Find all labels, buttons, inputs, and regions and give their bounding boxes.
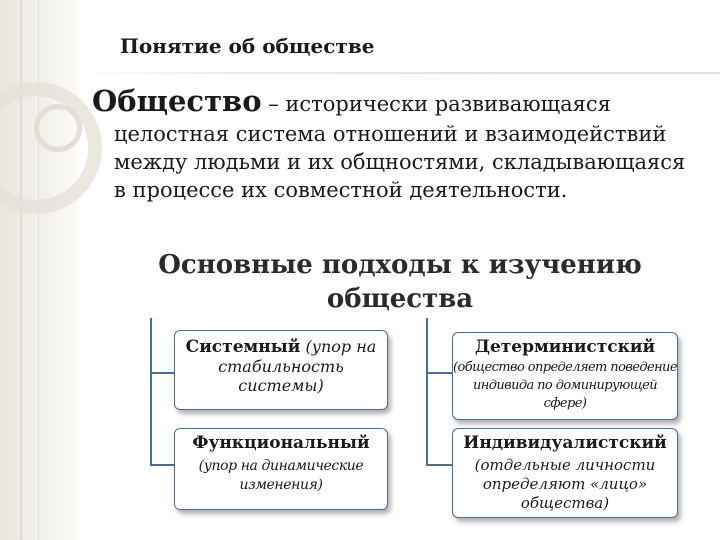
slide-title: Понятие об обществе: [120, 34, 375, 58]
connector-to-systemic: [150, 372, 174, 374]
connector-left-trunk: [150, 318, 152, 466]
connector-to-deterministic: [426, 372, 452, 374]
approach-name: Детерминистский: [474, 337, 656, 357]
approach-box-functional: [174, 428, 388, 510]
approach-note: (отдельные личности определяют «лицо» общества): [474, 456, 656, 512]
approach-note: (общество определяет поведение индивида по доминирующей сфере): [453, 360, 677, 411]
connector-right-trunk: [426, 318, 428, 466]
connector-to-functional: [150, 464, 174, 466]
approach-name: Индивидуалистский: [463, 433, 667, 453]
definition-body: целостная система отношений и взаимодействий между людьми и их общностями, складывающаяся в процессе их совместной деятельности.: [114, 122, 686, 202]
decorative-side-band: [0, 0, 78, 540]
definition-text: [92, 84, 702, 204]
approaches-heading: Основные подходы к изучению общества: [158, 250, 642, 314]
approach-box-deterministic: [452, 332, 678, 420]
approach-name: Функциональный: [192, 433, 370, 453]
approach-note: (упор на динамические изменения): [198, 458, 364, 493]
decorative-vertical-line: [38, 0, 39, 540]
approach-note: (упор на стабильность системы): [218, 337, 377, 395]
approach-name: Системный: [185, 337, 301, 357]
definition-first-line: – исторически развивающаяся: [261, 92, 611, 116]
definition-term: Общество: [92, 84, 262, 118]
title-divider: [78, 72, 720, 74]
approach-box-systemic: [174, 330, 388, 410]
connector-to-individualist: [426, 464, 452, 466]
decorative-small-ring: [34, 104, 82, 152]
decorative-vertical-line: [20, 0, 22, 540]
approach-box-individualist: [452, 428, 678, 518]
